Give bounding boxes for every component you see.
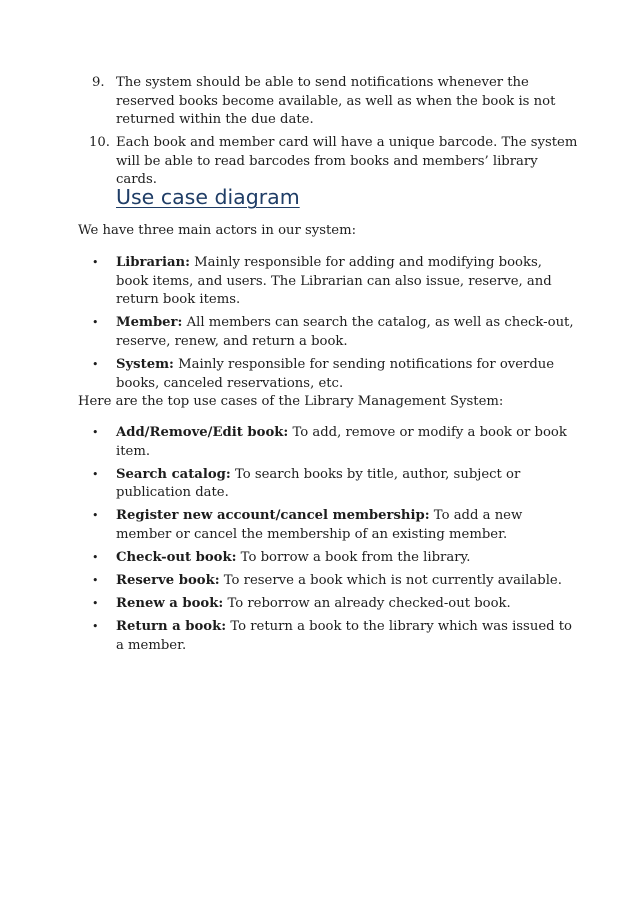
- bullet-icon: •: [92, 426, 99, 439]
- bullet-icon: •: [92, 509, 99, 523]
- use-case-name: Renew a book:: [116, 596, 224, 612]
- bullet-icon: •: [92, 551, 99, 565]
- requirement-text: Each book and member card will have a unique barcode. The system will be able to read barcodes from books and members’ library cards.: [116, 135, 578, 188]
- use-case-item: [0, 507, 638, 544]
- actor-item: [0, 254, 638, 310]
- use-case-item: [0, 424, 638, 461]
- use-case-item: [0, 618, 638, 655]
- use-case-name: Search catalog:: [116, 466, 231, 482]
- use-case-description: To borrow a book from the library.: [240, 550, 471, 566]
- use-case-description: To add a new member or cancel the membership of an existing member.: [116, 508, 523, 542]
- use-case-name: Add/Remove/Edit book:: [116, 425, 289, 440]
- use-case-item: [0, 549, 638, 568]
- use-case-description: To return a book to the library which was issued to a member.: [116, 619, 572, 653]
- actors-list: [0, 254, 638, 398]
- requirement-text: The system should be able to send notifications whenever the reserved books become available, as well as when the book is not returned within the due date.: [116, 75, 556, 128]
- use-case-name: Check-out book:: [116, 550, 237, 566]
- actor-name: System:: [116, 356, 174, 372]
- use-case-description: To search books by title, author, subject or publication date.: [116, 466, 521, 501]
- actor-item: [0, 314, 638, 351]
- bullet-icon: •: [92, 316, 99, 330]
- use-case-item: [0, 595, 638, 614]
- use-case-item: [0, 572, 638, 591]
- use-cases-intro: Here are the top use cases of the Library Management System:: [78, 394, 504, 409]
- bullet-icon: •: [92, 256, 99, 269]
- requirements-list: [0, 74, 638, 195]
- bullet-icon: •: [92, 357, 99, 371]
- actor-item: [0, 356, 638, 393]
- bullet-icon: •: [92, 620, 99, 634]
- actors-intro: We have three main actors in our system:: [78, 223, 357, 238]
- use-case-item: [0, 466, 638, 503]
- requirement-item: [0, 134, 638, 190]
- requirement-number: 9.: [92, 75, 105, 90]
- use-case-name: Register new account/cancel membership:: [116, 508, 430, 524]
- actor-description: Mainly responsible for adding and modifying books, book items, and users. The Librarian can also issue, reserve, and return book items.: [116, 255, 552, 308]
- bullet-icon: •: [92, 467, 99, 481]
- use-case-description: To reserve a book which is not currently available.: [223, 573, 562, 589]
- requirement-number: 10.: [89, 135, 110, 151]
- actor-name: Librarian:: [116, 255, 190, 270]
- section-heading: Use case diagram: [116, 185, 300, 209]
- actor-description: Mainly responsible for sending notifications for overdue books, canceled reservations, etc.: [116, 356, 555, 391]
- requirement-item: [0, 74, 638, 130]
- bullet-icon: •: [92, 574, 99, 588]
- bullet-icon: •: [92, 597, 99, 611]
- use-case-name: Reserve book:: [116, 573, 220, 589]
- use-case-description: To add, remove or modify a book or book item.: [116, 425, 567, 459]
- actor-description: All members can search the catalog, as well as check-out, reserve, renew, and return a book.: [116, 315, 574, 349]
- use-case-description: To reborrow an already checked-out book.: [227, 596, 511, 612]
- actor-name: Member:: [116, 315, 183, 331]
- use-cases-list: [0, 424, 638, 660]
- use-case-name: Return a book:: [116, 619, 227, 635]
